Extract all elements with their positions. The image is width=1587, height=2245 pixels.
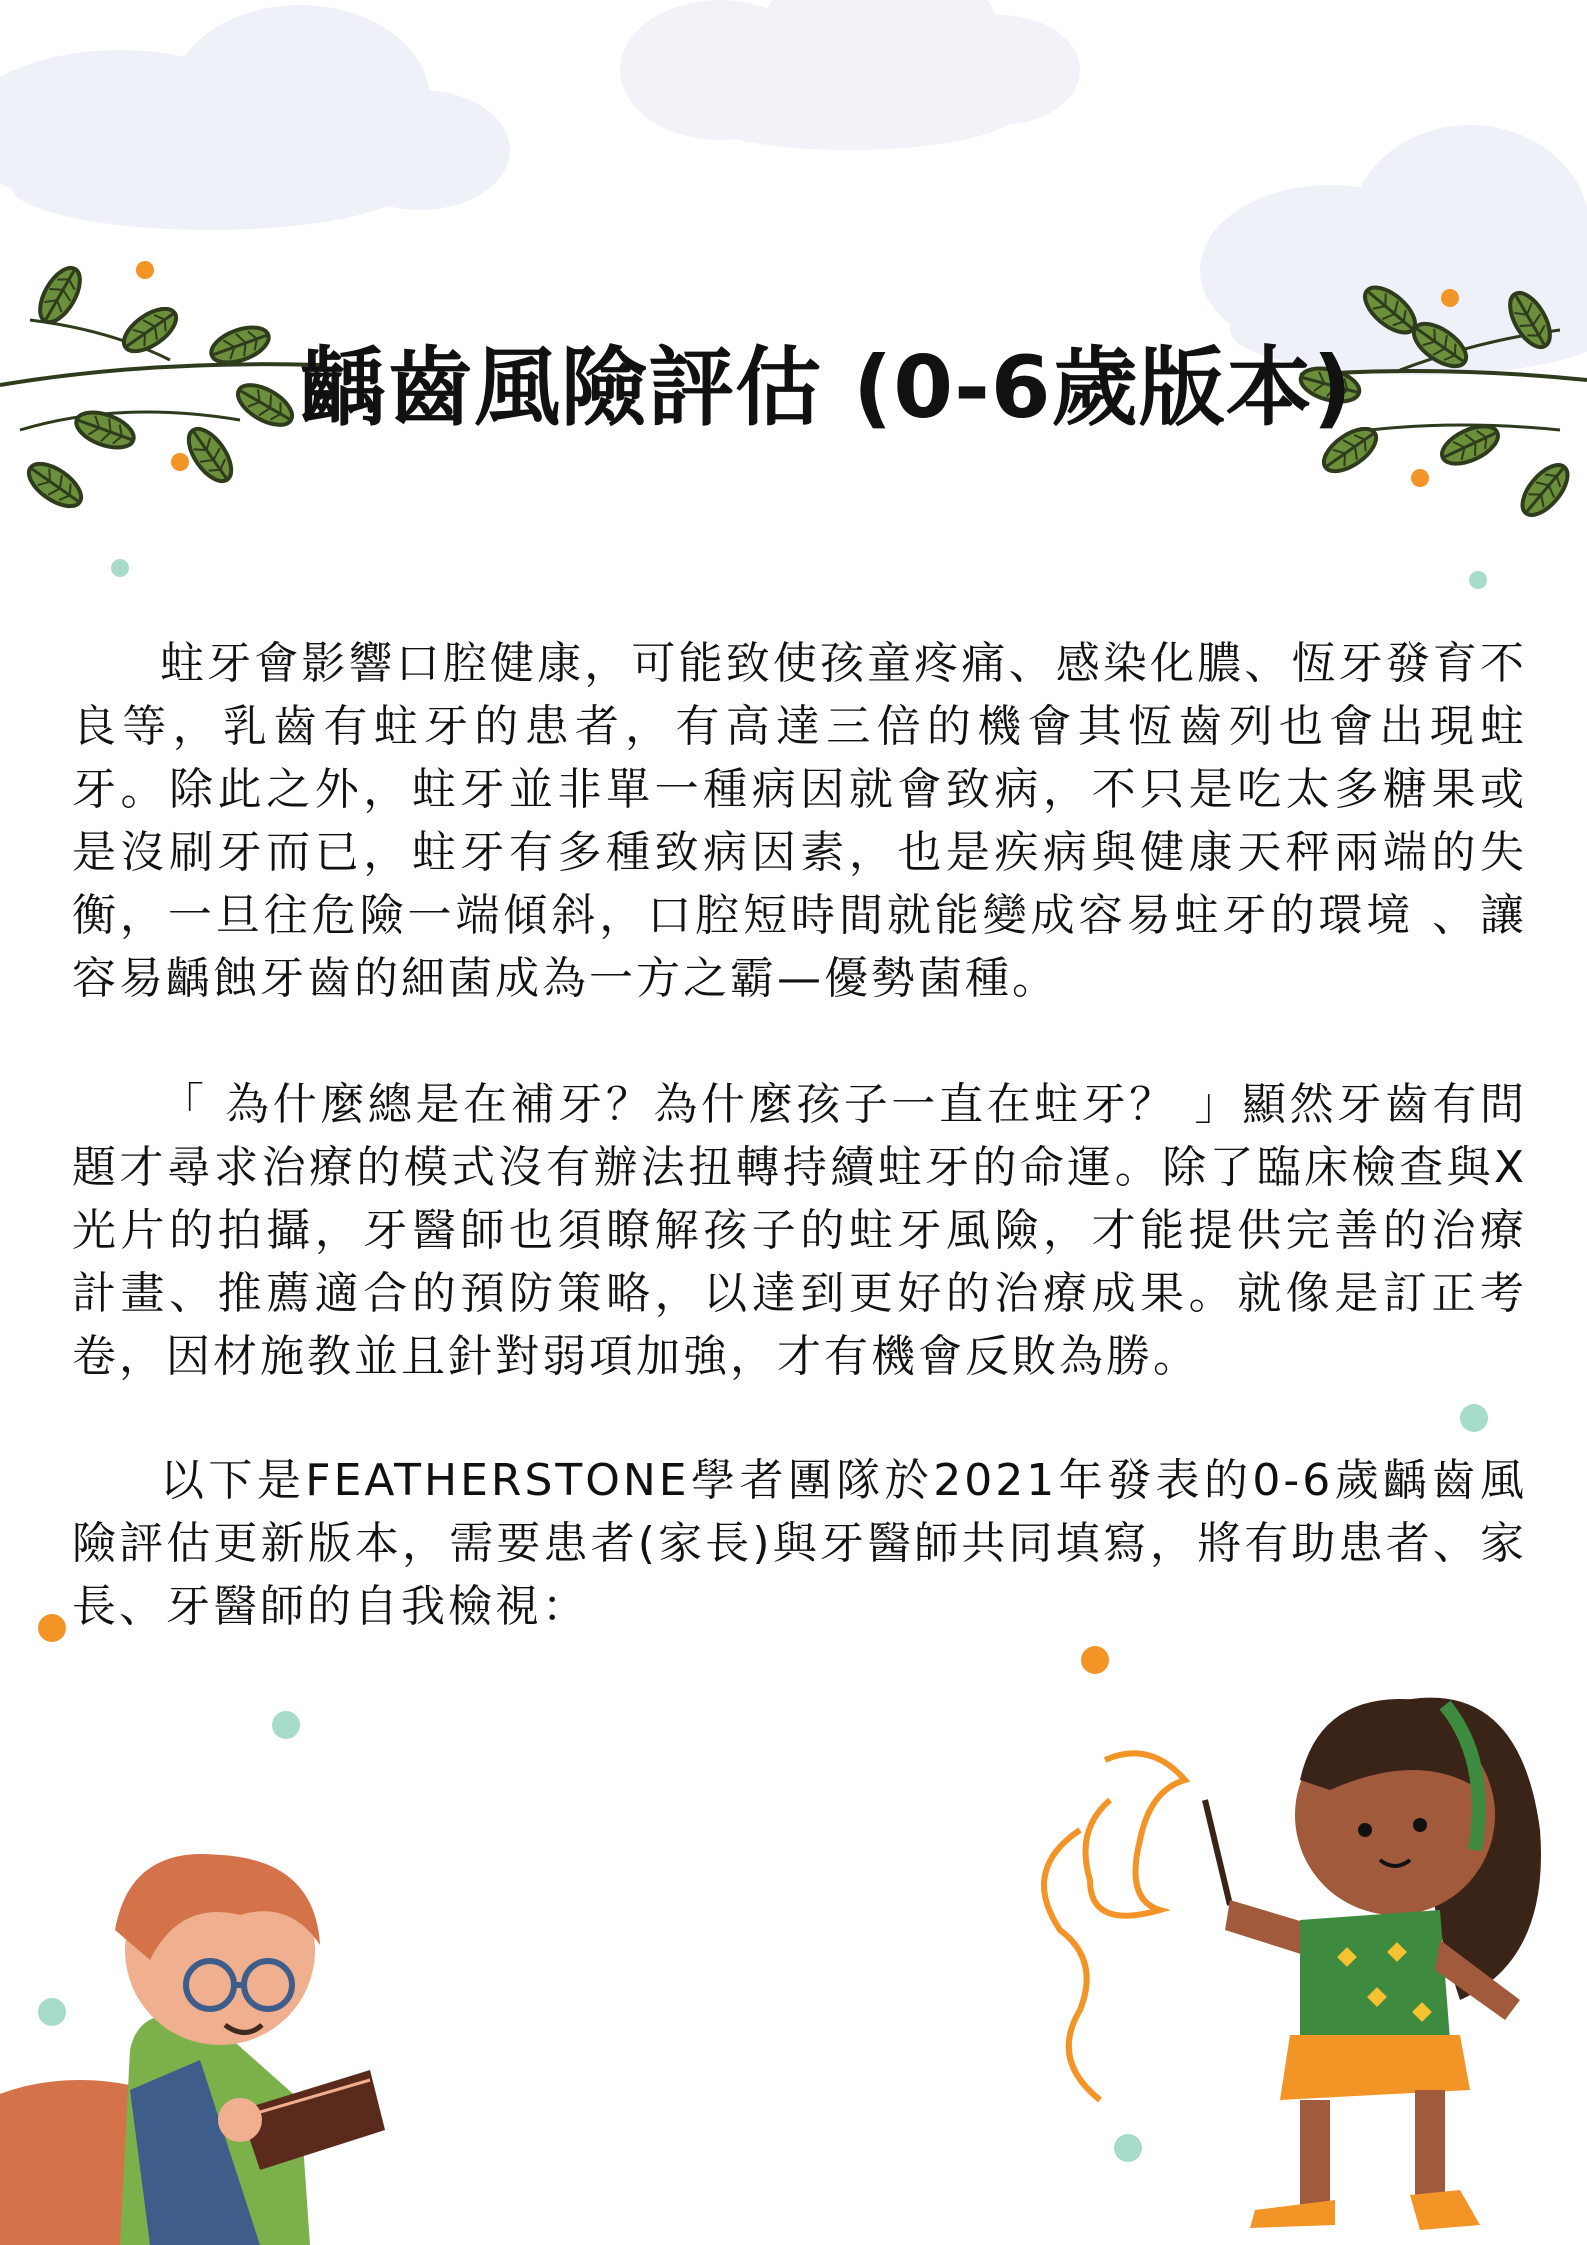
boy-reading-illustration: [0, 1854, 385, 2245]
paragraph-assessment: 以下是FEATHERSTONE學者團隊於2021年發表的0-6歲齲齒風險評估更新版本，需要患者(家長)與牙醫師共同填寫，將有助患者、家長、牙醫師的自我檢視：: [72, 1455, 1527, 1632]
paragraph-why: 「 為什麼總是在補牙？為什麼孩子一直在蛀牙？ 」顯然牙齒有問題才尋求治療的模式沒有辦法扭轉持續蛀牙的命運。除了臨床檢查與X光片的拍攝，牙醫師也須瞭解孩子的蛀牙風險，才能提供完善的治療計畫、推薦適合的預防策略，以達到更好的治療成果。就像是訂正考卷，因材施教並且針對弱項加強，才有機會反敗為勝。: [72, 1079, 1527, 1382]
paragraph-intro: 蛀牙會影響口腔健康，可能致使孩童疼痛、感染化膿、恆牙發育不良等，乳齒有蛀牙的患者，有高達三倍的機會其恆齒列也會出現蛀牙。除此之外，蛀牙並非單一種病因就會致病，不只是吃太多糖果或是沒刷牙而已，蛀牙有多種致病因素，也是疾病與健康天秤兩端的失衡，一旦往危險一端傾斜，口腔短時間就能變成容易蛀牙的環境 、讓容易齲蝕牙齒的細菌成為一方之霸—優勢菌種。: [72, 638, 1527, 1004]
cloud-top-center: [620, 0, 1080, 150]
page-title: 齲齒風險評估 (0-6歲版本): [300, 338, 1353, 438]
cloud-top-left: [0, 5, 510, 230]
branch-left: [0, 261, 320, 514]
